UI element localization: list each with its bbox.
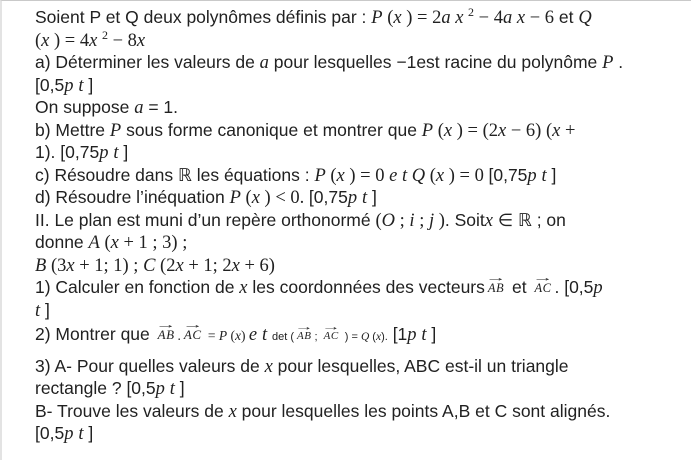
document-body (2, 1, 691, 445)
text-segment: P (229, 188, 241, 208)
text-segment: ) = 0 (444, 165, 489, 186)
text-line (35, 299, 685, 322)
text-segment: j (428, 210, 435, 231)
text-segment: . Soit (444, 209, 485, 230)
text-segment: ] (426, 324, 437, 344)
text-segment: x (435, 165, 445, 186)
text-line (35, 254, 685, 277)
text-line (35, 29, 685, 52)
vector-notation: → AC (535, 283, 552, 293)
text-segment: p (527, 165, 537, 186)
text-segment: 3) A- Pour quelles valeurs de (35, 355, 265, 376)
text-line (35, 355, 685, 378)
text-segment: ) = 2 (401, 8, 442, 28)
text-segment: ( (35, 30, 42, 51)
text-segment: ) (241, 328, 249, 343)
text-line (35, 164, 685, 187)
text-segment: x (516, 8, 526, 28)
text-segment: x (393, 8, 402, 28)
text-segment: d) Résoudre l’inéquation (35, 187, 230, 207)
text-line (35, 400, 685, 423)
text-segment: P (371, 8, 383, 28)
text-segment: + 1; 1) ; (74, 255, 144, 276)
text-segment: x (484, 210, 493, 231)
text-segment: ) (434, 210, 445, 231)
text-segment: c) Résoudre dans ℝ les équations : (35, 164, 315, 185)
text-line (35, 51, 685, 74)
text-segment: [0,5 (35, 74, 65, 95)
text-segment: x (443, 120, 453, 141)
text-segment: (2 (155, 255, 176, 276)
text-segment: ( (325, 165, 337, 186)
text-line (35, 119, 685, 142)
text-line (35, 6, 685, 29)
text-segment: x (66, 255, 75, 276)
text-segment: sous forme canonique et montrer que (121, 119, 422, 140)
text-segment: a (134, 98, 144, 118)
superscript: 2 (101, 27, 108, 42)
text-segment: (3 (46, 255, 67, 276)
text-segment: On suppose (35, 97, 135, 117)
text-segment: . [0,5 (554, 277, 594, 297)
text-segment: ( (227, 328, 236, 343)
text-segment: ) = (2 (452, 120, 499, 141)
text-segment: t (169, 379, 175, 399)
text-segment: [0,75 (308, 187, 348, 207)
text-segment: P (109, 120, 122, 141)
text-segment: ; (314, 331, 321, 343)
text-segment: pour lesquelles, ABC est-il un triangle (272, 355, 569, 376)
text-segment: ] (83, 74, 94, 95)
text-segment: − 6 (525, 8, 555, 28)
text-segment: x (552, 120, 561, 141)
vector-notation: → AB (158, 330, 175, 340)
text-segment: t (78, 424, 84, 444)
text-segment: ). (381, 331, 388, 343)
text-segment: B (35, 255, 47, 276)
text-segment: p (407, 325, 417, 345)
text-segment: pour lesquelles −1est racine du polynôme (268, 52, 603, 72)
text-segment: b) Mettre (35, 119, 110, 140)
text-segment: x (136, 30, 146, 51)
text-segment: x (375, 331, 382, 343)
text-segment: p (593, 278, 603, 298)
text-segment: e (248, 325, 258, 345)
text-segment: det ( (272, 331, 295, 343)
text-segment: ∈ ℝ ; on (493, 209, 566, 230)
vector-notation: → AB (488, 283, 504, 293)
text-segment: x (336, 165, 345, 186)
text-segment: t (262, 325, 268, 345)
text-line (35, 74, 685, 97)
text-segment: x (110, 233, 119, 253)
vector-notation: → AC (324, 331, 339, 341)
text-segment: Soient P et Q deux polynômes définis par : (35, 7, 372, 27)
text-segment: p (155, 379, 165, 399)
text-line (35, 96, 685, 119)
text-segment: t (361, 188, 368, 208)
text-segment: 2) Montrer que (35, 324, 155, 344)
text-segment: [0,75 (488, 164, 528, 185)
text-segment: i (409, 210, 415, 231)
text-line (35, 186, 685, 209)
text-segment: . (613, 52, 624, 72)
text-segment: C (143, 255, 156, 276)
text-segment: ] (40, 299, 50, 320)
text-segment: P (421, 120, 434, 141)
text-line (35, 231, 685, 254)
text-segment: P (602, 53, 614, 73)
text-segment: a (259, 53, 269, 73)
text-segment: ( (369, 331, 376, 343)
text-segment: x (251, 188, 260, 208)
text-segment: 1) Calculer en fonction de (35, 277, 240, 297)
text-segment: x (498, 120, 507, 141)
text-segment: et (507, 277, 532, 297)
text-segment: . (177, 328, 181, 343)
text-segment: t (78, 75, 84, 96)
text-segment: = 1. (143, 97, 179, 117)
text-segment: t (113, 143, 119, 163)
text-line (35, 276, 685, 299)
text-segment: [0,5 (35, 423, 65, 443)
text-line (35, 209, 685, 232)
text-segment: a) Déterminer les valeurs de (35, 52, 260, 72)
text-segment: ] (174, 378, 185, 398)
text-segment: + 6) (239, 255, 275, 276)
text-line (35, 422, 685, 445)
text-segment: ( (425, 165, 436, 186)
text-segment: Q (578, 8, 592, 28)
text-segment: x (264, 356, 273, 377)
text-segment: + 1; 2 (183, 255, 232, 276)
text-segment: A (88, 233, 100, 253)
text-segment: et (554, 7, 579, 27)
text-segment: p (64, 424, 74, 444)
text-segment: t (541, 165, 547, 186)
text-segment: e t (389, 165, 408, 186)
text-segment: Q (360, 331, 370, 343)
text-segment: ( (375, 210, 382, 231)
text-segment: ) = 0 (344, 165, 390, 186)
text-segment: donne (35, 232, 89, 252)
text-segment: II. Le plan est muni d’un repère orthonormé (35, 209, 376, 230)
text-segment: ( (382, 8, 394, 28)
text-segment: ] (118, 142, 129, 162)
text-segment: rectangle ? [0,5 (35, 378, 156, 398)
text-segment: ( (240, 188, 252, 208)
text-segment: t (35, 300, 41, 321)
text-segment: p (99, 143, 109, 163)
text-segment: x (89, 30, 98, 51)
text-line (35, 141, 685, 164)
text-segment: − 8 (107, 30, 137, 51)
text-segment: ] (367, 187, 377, 207)
text-segment: = (204, 328, 219, 343)
text-segment: O (381, 210, 396, 231)
text-segment: ] (546, 164, 557, 185)
vector-notation: → AB (297, 331, 311, 341)
text-segment: x (228, 401, 237, 422)
text-segment: ; (395, 210, 410, 231)
text-segment: ; (414, 210, 429, 231)
text-segment: les coordonnées des vecteurs (247, 277, 485, 297)
text-segment: x (239, 278, 248, 298)
text-segment: P (218, 328, 228, 343)
text-segment: pour lesquelles les points A,B et C sont alignés. (236, 400, 611, 421)
text-segment: P (314, 165, 326, 186)
text-segment: t (421, 325, 427, 345)
text-segment: 1). [0,75 (35, 142, 100, 162)
text-segment: [1 (387, 324, 408, 344)
vector-notation: → AC (184, 330, 202, 340)
text-segment: x (175, 255, 184, 276)
text-segment: ] (83, 423, 94, 443)
text-segment: + (560, 120, 576, 141)
text-segment: ( (99, 233, 111, 253)
text-segment: Q (411, 165, 426, 186)
text-segment: ) < 0. (259, 188, 309, 208)
text-segment: ( (433, 120, 444, 141)
text-segment: p (347, 188, 358, 208)
text-segment: a (441, 8, 451, 28)
text-segment: − 4 (474, 8, 503, 28)
superscript: 2 (468, 5, 475, 19)
text-segment: + 1 ; 3) ; (118, 233, 188, 253)
text-segment: a (502, 8, 513, 28)
text-segment: x (231, 255, 240, 276)
text-segment: ) = (341, 331, 361, 343)
text-segment: p (64, 75, 74, 96)
text-segment: x (41, 30, 50, 51)
text-line (35, 323, 685, 346)
text-segment: − 6) ( (506, 120, 553, 141)
text-segment: x (455, 8, 464, 28)
text-segment: x (235, 328, 242, 343)
text-line (35, 377, 685, 400)
text-segment: ) = 4 (49, 30, 90, 51)
text-segment: B- Trouve les valeurs de (35, 400, 229, 421)
